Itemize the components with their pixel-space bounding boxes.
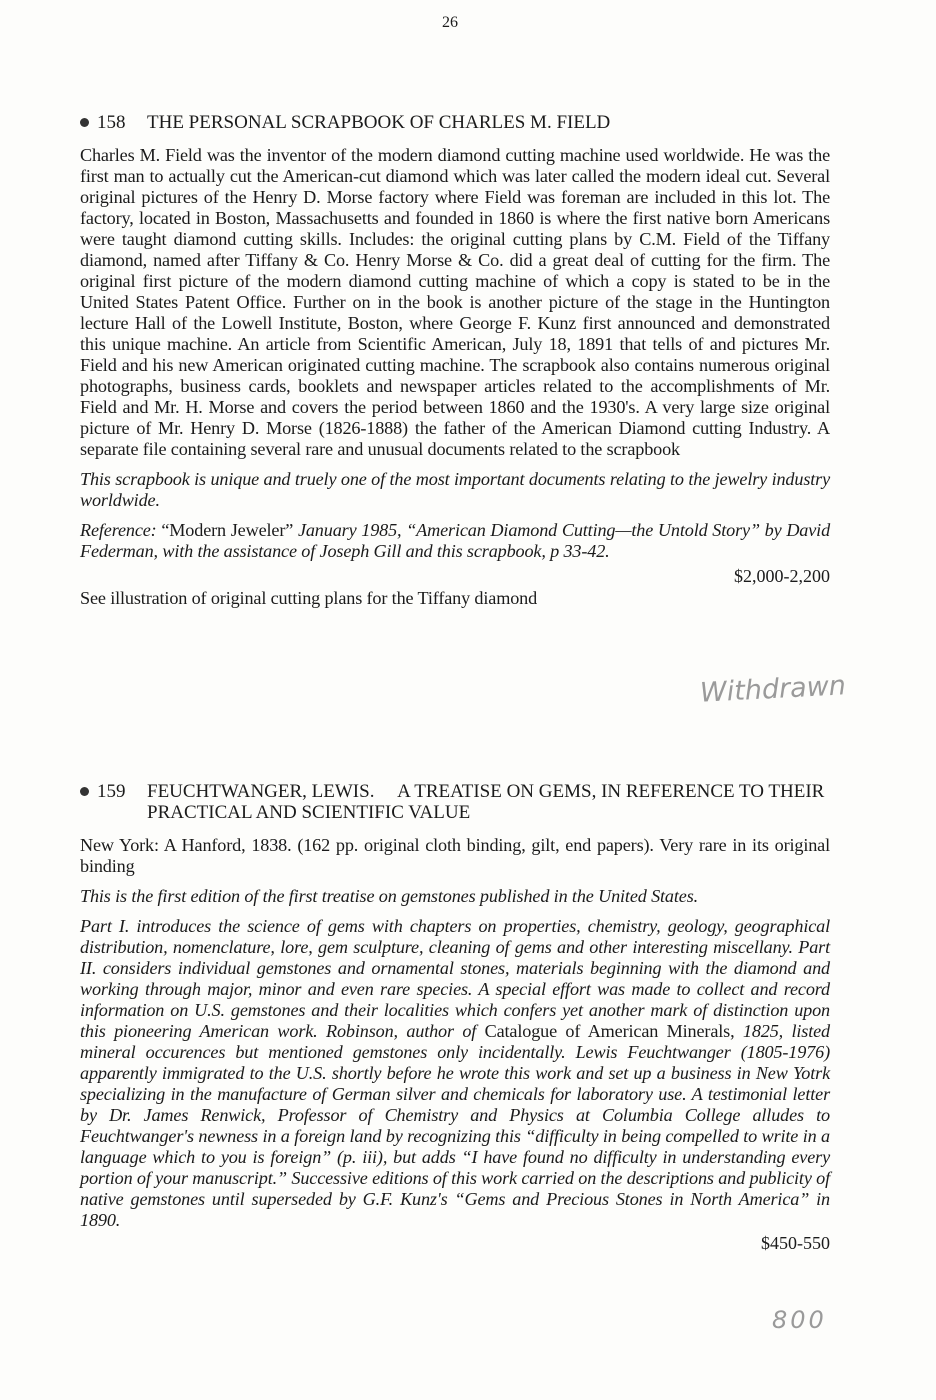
reference-source: “Modern Jeweler” [161, 520, 294, 540]
lot-158 [80, 112, 830, 609]
commentary-part-1: Part I. introduces the science of gems with chapters on properties, chemistry, geology, geographical distribution, nomenclature, lore, gem sculpture, cleaning of gems and other interesting miscellany. Part II. considers individual gemstones and ornamental stones, materials beginning with the diamond and working through major, minor and even rare species. A special effort was made to collect and record information on U.S. gemstones and their localities which confers yet another mark of distinction upon this pioneering American work. Robinson, author of [80, 916, 830, 1041]
commentary-part-2: 1825, listed mineral occurences but mentioned gemstones only incidentally. Lewis Feuchtwanger (1805-1976) apparently immigrated to the U.S. shortly before he wrote this work and set up a business in New Yotrk specializing in the manufacture of German silver and chemicals for laboratory use. A testimonial letter by Dr. James Renwick, Professor of Chemistry and Physics at Columbia College alludes to Feuchtwanger's newness in a foreign land by recognizing this “difficulty in being compelled to write in a language which to you is foreign” (p. iii), but adds “I have found no difficulty in understanding every portion of your manuscript.” Successive editions of this work carried on the descriptions and publicity of native gemstones until superseded by G.F. Kunz's “Gems and Precious Stones in North America” in 1890. [80, 1021, 830, 1230]
lot-estimate: $450-550 [761, 1233, 830, 1253]
lot-159 [80, 781, 830, 1254]
lot-estimate: $2,000-2,200 [734, 566, 830, 586]
reference-label: Reference: [80, 520, 157, 540]
bullet-icon [80, 118, 89, 127]
lot-note: This is the first edition of the first treatise on gemstones published in the United States. [80, 886, 699, 906]
lot-description: Charles M. Field was the inventor of the modern diamond cutting machine used worldwide. He was the first man to actually cut the American-cut diamond which was later called the modern ideal cut. Several original pictures of the Henry D. Morse factory where Field was foreman are included in this lot. The factory, located in Boston, Massachusetts and founded in 1860 is where the first native born Americans were taught diamond cutting skills. Includes: the original cutting plans by C.M. Field of the Tiffany diamond, named after Tiffany & Co. Henry Morse & Co. did a great deal of cutting for the firm. The original first picture of the modern diamond cutting machine of which a copy is stated to be in the United States Patent Office. Further on in the book is another picture of the stage in the Huntington lecture Hall of the Lowell Institute, Boston, where George F. Kunz first announced and demonstrated this unique machine. An article from Scientific American, July 18, 1891 that tells of and pictures Mr. Field and his new American originated cutting machine. The scrapbook also contains numerous original photographs, business cards, booklets and newspaper articles related to the accomplishments of Mr. Field and Mr. H. Morse and covers the period between 1860 and the 1930's. A very large size original picture of Mr. Henry D. Morse (1826-1888) the father of the American Diamond cutting Industry. A separate file containing several rare and unusual documents related to the scrapbook [80, 145, 830, 459]
page-number: 26 [442, 14, 458, 31]
lot-reference [80, 520, 830, 562]
handwritten-note: Withdrawn [699, 670, 847, 709]
lot-title: FEUCHTWANGER, LEWIS. A TREATISE ON GEMS, IN REFERENCE TO THEIR PRACTICAL AND SCIENTIFIC VALUE [147, 781, 825, 823]
lot-title: THE PERSONAL SCRAPBOOK OF CHARLES M. FIELD [147, 112, 611, 133]
illustration-note: See illustration of original cutting plans for the Tiffany diamond [80, 588, 538, 608]
lot-number: 159 [97, 781, 126, 802]
lot-heading [80, 781, 830, 823]
lot-heading [80, 112, 830, 133]
bullet-icon [80, 787, 89, 796]
reference-details: January 1985, “American Diamond Cutting—the Untold Story” by David Federman, with the assistance of Joseph Gill and this scrapbook, p 33-42. [80, 520, 831, 561]
book-title: Catalogue of American Minerals, [484, 1021, 735, 1041]
lot-commentary [80, 916, 830, 1231]
lot-description: New York: A Hanford, 1838. (162 pp. original cloth binding, gilt, end papers). Very rare in its original binding [80, 835, 830, 876]
lot-number: 158 [97, 112, 126, 133]
lot-note: This scrapbook is unique and truely one of the most important documents relating to the jewelry industry worldwide. [80, 469, 830, 510]
handwritten-note: 800 [772, 1306, 827, 1334]
